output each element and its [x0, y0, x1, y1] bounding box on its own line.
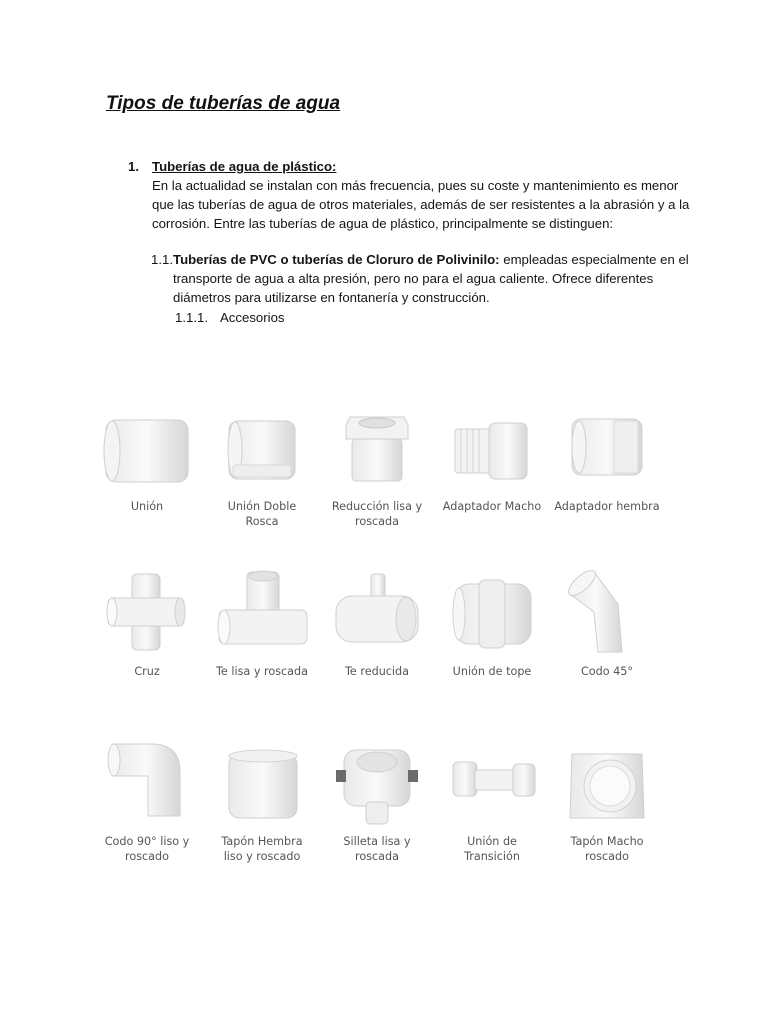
transition-union-icon: [437, 730, 547, 830]
section-1-1-bold-lead: Tuberías de PVC o tuberías de Cloruro de Polivinilo:: [173, 252, 500, 267]
fitting-caption: Unión Doble Rosca: [227, 500, 297, 528]
fitting-item: [207, 560, 317, 679]
document-title: Tipos de tuberías de agua: [106, 93, 341, 114]
union-fitting-icon: [92, 395, 202, 495]
fitting-item: [207, 395, 317, 529]
paragraph-line: que las tuberías de agua de otros materiales, además de ser resistentes a la abrasión y a la: [152, 197, 690, 212]
fitting-item: [437, 395, 547, 514]
fitting-item: [92, 730, 202, 864]
fitting-caption: Te lisa y roscada: [216, 665, 308, 678]
section-1-1-rest: empleadas especialmente en el: [499, 252, 689, 267]
paragraph-line: corrosión. Entre las tuberías de agua de plástico, principalmente se distinguen:: [152, 216, 614, 231]
fitting-caption: Unión de Transición: [464, 835, 520, 863]
fitting-item: [92, 395, 202, 514]
cross-fitting-icon: [92, 560, 202, 660]
paragraph-line: transporte de agua a alta presión, pero no para el agua caliente. Ofrece diferentes: [173, 271, 654, 286]
male-adapter-icon: [437, 395, 547, 495]
female-cap-icon: [207, 730, 317, 830]
fitting-caption: Te reducida: [344, 665, 409, 678]
fitting-caption: Codo 45°: [581, 665, 633, 678]
female-adapter-icon: [552, 395, 662, 495]
section-1-1-number: 1.1.: [151, 252, 173, 267]
section-1-1-first-line: [173, 250, 689, 269]
fitting-caption: Codo 90° liso y roscado: [104, 835, 190, 863]
fitting-item: [552, 560, 662, 679]
fitting-caption: Tapón Hembra liso y roscado: [221, 835, 303, 863]
fitting-item: [552, 395, 662, 514]
butt-union-icon: [437, 560, 547, 660]
saddle-fitting-icon: [322, 730, 432, 830]
fitting-caption: Cruz: [134, 665, 160, 678]
male-plug-icon: [552, 730, 662, 830]
fitting-item: [207, 730, 317, 864]
fitting-caption: Reducción lisa y roscada: [331, 500, 423, 528]
elbow-45-icon: [552, 560, 662, 660]
section-1-1-1-label: Accesorios: [220, 310, 285, 325]
double-thread-union-icon: [207, 395, 317, 495]
fitting-item: [322, 730, 432, 864]
section-1-heading: Tuberías de agua de plástico:: [152, 159, 337, 174]
fitting-caption: Tapón Macho roscado: [570, 835, 644, 863]
fitting-caption: Unión: [130, 500, 164, 513]
elbow-90-icon: [92, 730, 202, 830]
reducing-tee-icon: [322, 560, 432, 660]
paragraph-line: diámetros para utilizarse en fontanería y construcción.: [173, 290, 490, 305]
fittings-grid: [92, 395, 672, 875]
section-1-number: 1.: [128, 159, 139, 174]
section-1-paragraph: [152, 176, 690, 233]
paragraph-line: En la actualidad se instalan con más frecuencia, pues su coste y mantenimiento es menor: [152, 178, 679, 193]
fitting-item: [552, 730, 662, 864]
tee-fitting-icon: [207, 560, 317, 660]
fitting-caption: Adaptador Macho: [442, 500, 542, 513]
fitting-item: [322, 395, 432, 529]
fitting-caption: Silleta lisa y roscada: [343, 835, 411, 863]
section-1-1-1-number: 1.1.1.: [175, 310, 208, 325]
fitting-item: [437, 560, 547, 679]
section-1-1-continuation: [173, 269, 653, 307]
reducer-bushing-icon: [322, 395, 432, 495]
fitting-caption: Adaptador hembra: [554, 500, 660, 513]
fitting-item: [437, 730, 547, 864]
fitting-item: [322, 560, 432, 679]
fitting-caption: Unión de tope: [452, 665, 532, 678]
fitting-item: [92, 560, 202, 679]
